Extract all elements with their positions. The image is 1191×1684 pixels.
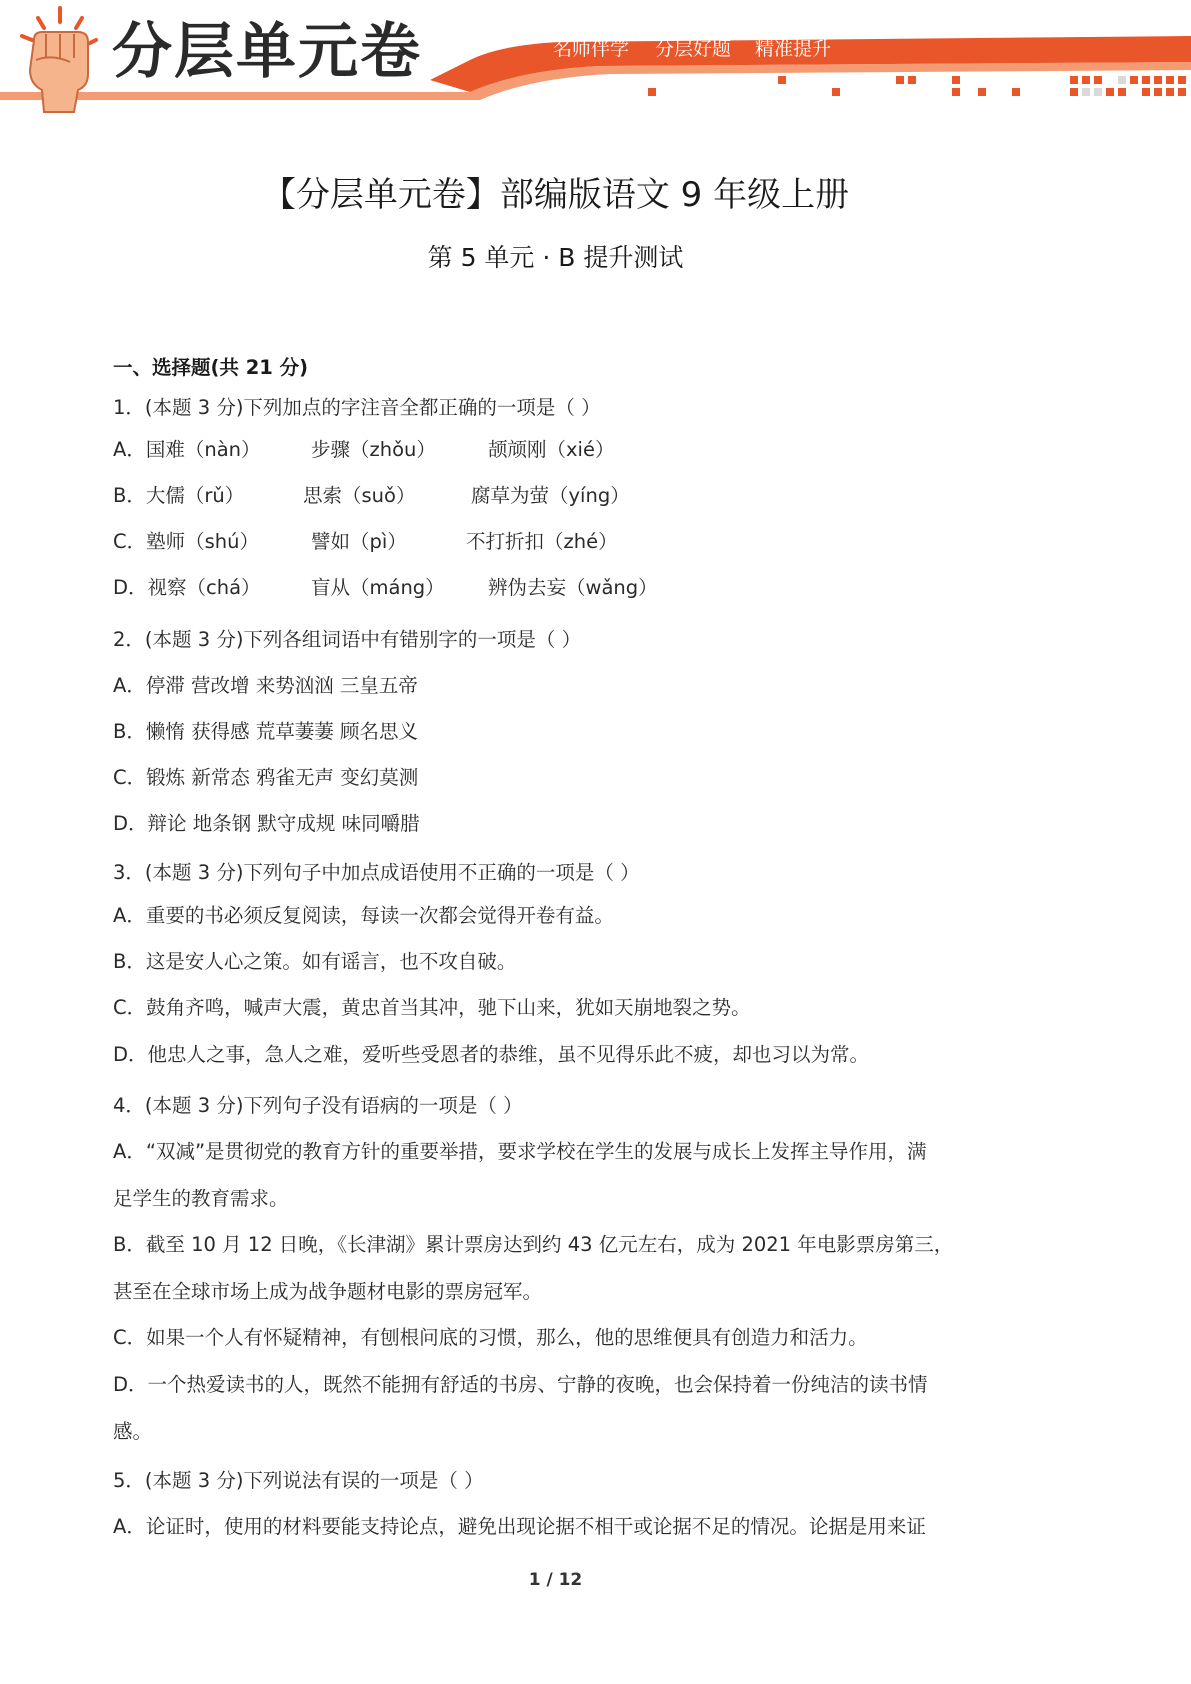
q1-d-item-2: 盲从（máng） <box>311 576 445 599</box>
q1-c-item-2: 譬如（pì） <box>311 530 407 553</box>
q1-a-item-2: 步骤（zhǒu） <box>311 438 436 461</box>
section-heading: 一、选择题(共 21 分) <box>113 356 309 379</box>
q1-d-item-3: 辨伪去妄（wǎng） <box>488 576 658 599</box>
question-2-option-b: B．懒惰 获得感 荒草萋萋 顾名思义 <box>113 720 418 743</box>
question-4-stem: 4．(本题 3 分)下列句子没有语病的一项是（ ） <box>113 1094 523 1117</box>
question-4-option-d-line-1: D．一个热爱读书的人，既然不能拥有舒适的书房、宁静的夜晚，也会保持着一份纯洁的读书情 <box>113 1373 928 1396</box>
question-5-stem: 5．(本题 3 分)下列说法有误的一项是（ ） <box>113 1469 484 1492</box>
question-4-option-c: C．如果一个人有怀疑精神，有刨根问底的习惯，那么，他的思维便具有创造力和活力。 <box>113 1326 868 1349</box>
question-3-option-a: A．重要的书必须反复阅读，每读一次都会觉得开卷有益。 <box>113 904 614 927</box>
q1-a-item-3: 颉颃刚（xié） <box>488 438 615 461</box>
question-1-stem: 1．(本题 3 分)下列加点的字注音全都正确的一项是（ ） <box>113 396 601 419</box>
document-subtitle: 第 5 单元 · B 提升测试 <box>427 243 684 272</box>
question-4-option-d-line-2: 感。 <box>113 1420 153 1443</box>
document-title: 【分层单元卷】部编版语文 9 年级上册 <box>261 175 850 215</box>
q1-a-item-1: A．国难（nàn） <box>113 438 261 461</box>
brand-title: 分层单元卷 <box>112 17 422 87</box>
slogan-3: 精准提升 <box>755 38 832 60</box>
question-2-option-c: C．锻炼 新常态 鸦雀无声 变幻莫测 <box>113 766 419 789</box>
slogan-2: 分层好题 <box>655 38 732 60</box>
q1-b-item-3: 腐草为萤（yíng） <box>471 484 630 507</box>
q1-d-item-1: D．视察（chá） <box>113 576 261 599</box>
question-3-stem: 3．(本题 3 分)下列句子中加点成语使用不正确的一项是（ ） <box>113 861 640 884</box>
question-2-option-d: D．辩论 地条钢 默守成规 味同嚼腊 <box>113 812 420 835</box>
question-5-option-a: A．论证时，使用的材料要能支持论点，避免出现论据不相干或论据不足的情况。论据是用来证 <box>113 1515 926 1538</box>
q1-b-item-1: B．大儒（rǔ） <box>113 484 245 507</box>
question-2-option-a: A．停滞 营改增 来势汹汹 三皇五帝 <box>113 674 418 697</box>
q1-c-item-3: 不打折扣（zhé） <box>466 530 618 553</box>
question-3-option-b: B．这是安人心之策。如有谣言，也不攻自破。 <box>113 950 517 973</box>
question-3-option-c: C．鼓角齐鸣，喊声大震，黄忠首当其冲，驰下山来，犹如天崩地裂之势。 <box>113 996 751 1019</box>
question-4-option-b-line-1: B．截至 10 月 12 日晚，《长津湖》累计票房达到约 43 亿元左右，成为 2021 年电影票房第三， <box>113 1233 954 1256</box>
q1-b-item-2: 思索（suǒ） <box>303 484 416 507</box>
page-number: 1 / 12 <box>528 1570 583 1590</box>
question-2-stem: 2．(本题 3 分)下列各组词语中有错别字的一项是（ ） <box>113 628 582 651</box>
header-banner <box>0 0 1191 125</box>
q1-c-item-1: C．塾师（shú） <box>113 530 259 553</box>
question-4-option-a-line-1: A．“双减”是贯彻党的教育方针的重要举措，要求学校在学生的发展与成长上发挥主导作用，满 <box>113 1140 927 1163</box>
question-4-option-b-line-2: 甚至在全球市场上成为战争题材电影的票房冠军。 <box>113 1280 543 1303</box>
question-3-option-d: D．他忠人之事，急人之难，爱听些受恩者的恭维，虽不见得乐此不疲，却也习以为常。 <box>113 1043 870 1066</box>
slogan-1: 名师伴学 <box>553 38 630 60</box>
question-4-option-a-line-2: 足学生的教育需求。 <box>113 1187 289 1210</box>
